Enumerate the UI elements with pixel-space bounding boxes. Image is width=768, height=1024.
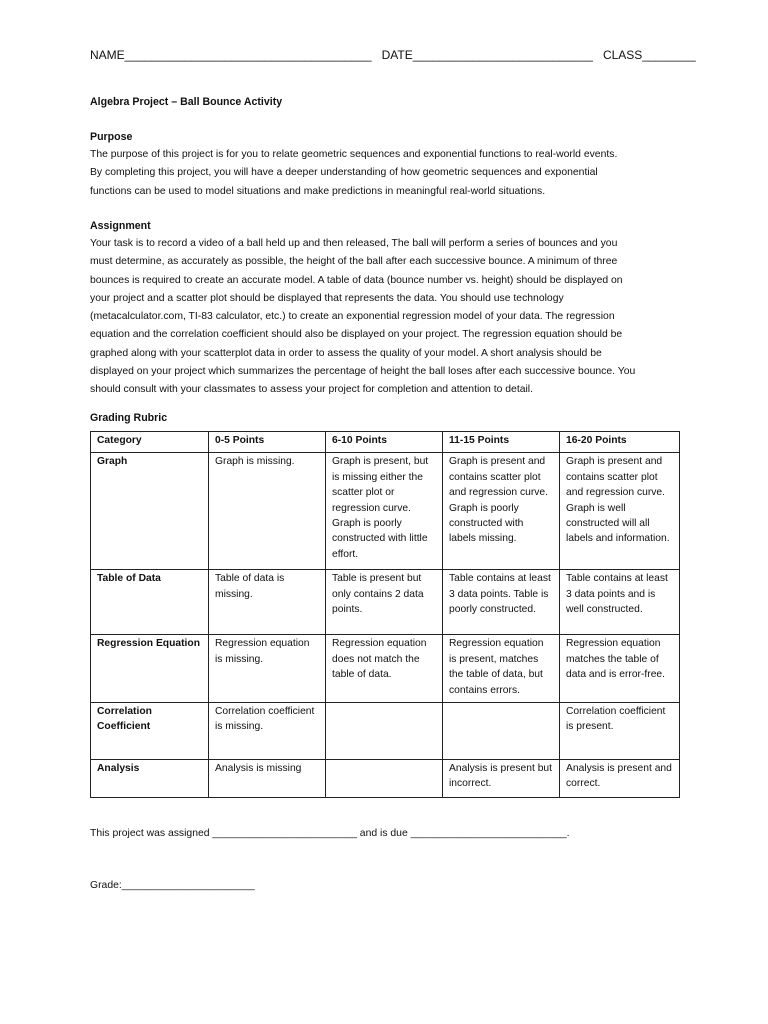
rubric-cell: Analysis is present but incorrect. [443,760,560,798]
rubric-cell [443,703,560,760]
rubric-cell [326,760,443,798]
rubric-cell: Regression equation matches the table of data and is error-free. [560,635,680,703]
rubric-cell: Analysis is missing [209,760,326,798]
rubric-cell: Table of data is missing. [209,570,326,635]
rubric-cell: Table is present but only contains 2 data points. [326,570,443,635]
rubric-heading: Grading Rubric [90,412,168,424]
grading-rubric-table [90,431,680,798]
date-field-label: DATE___________________________ [381,48,593,62]
rubric-cell: Regression equation is present, matches the table of data, but contains errors. [443,635,560,703]
assignment-line: should consult with your classmates to assess your project for completion and attention to detail. [90,384,533,396]
assignment-line: your project and a scatter plot should be displayed that represents the data. You should use technology [90,292,564,304]
header-fields [90,48,696,62]
rubric-cell: Graph is missing. [209,453,326,570]
rubric-cell: Regression equation does not match the table of data. [326,635,443,703]
rubric-cell [326,703,443,760]
rubric-row-table-of-data [91,570,680,635]
rubric-cell: Table contains at least 3 data points. Table is poorly constructed. [443,570,560,635]
purpose-line: The purpose of this project is for you to relate geometric sequences and exponential functions to real-world events. [90,149,618,160]
category-cell: Analysis [91,760,209,798]
assignment-line: displayed on your project which summarizes the percentage of height the ball loses after each successive bounce. You [90,366,636,378]
column-header: Category [91,432,209,453]
column-header: 11-15 Points [443,432,560,453]
assigned-due-line: This project was assigned _________________________ and is due ___________________________. [90,828,570,839]
assignment-line: equation and the correlation coefficient should also be displayed on your project. The regression equation should be [90,329,623,341]
assignment-heading: Assignment [90,220,151,232]
class-field-label: CLASS________ [602,48,696,62]
rubric-row-analysis [91,760,680,798]
rubric-cell: Graph is present and contains scatter plot and regression curve. Graph is poorly constructed with labels missing. [443,453,560,570]
assignment-line: Your task is to record a video of a ball held up and then released, The ball will perform a series of bounces and you [90,238,618,249]
rubric-cell: Correlation coefficient is missing. [209,703,326,760]
assignment-section [90,217,680,400]
column-header: 0-5 Points [209,432,326,453]
document-title: Algebra Project – Ball Bounce Activity [90,96,283,108]
rubric-row-regression-equation [91,635,680,703]
column-header: 6-10 Points [326,432,443,453]
rubric-cell: Analysis is present and correct. [560,760,680,798]
rubric-row-graph [91,453,680,570]
grade-line: Grade:_______________________ [90,880,255,891]
category-cell: Regression Equation [91,635,209,703]
purpose-heading: Purpose [90,131,133,143]
name-field-label: NAME_____________________________________ [90,48,372,62]
rubric-cell: Graph is present, but is missing either the scatter plot or regression curve. Graph is poorly constructed with little effort. [326,453,443,570]
rubric-cell: Graph is present and contains scatter plot and regression curve. Graph is well constructed will all labels and information. [560,453,680,570]
purpose-line: By completing this project, you will have a deeper understanding of how geometric sequences and exponential [90,167,598,179]
purpose-section [90,128,680,201]
assignment-line: (metacalculator.com, TI-83 calculator, etc.) to create an exponential regression model of your data. The regression [90,311,615,323]
rubric-cell: Regression equation is missing. [209,635,326,703]
column-header: 16-20 Points [560,432,680,453]
purpose-line: functions can be used to model situations and make predictions in meaningful real-world situations. [90,185,546,197]
category-cell: Graph [91,453,209,570]
assignment-line: bounces is required to create an accurate model. A table of data (bounce number vs. height) should be displayed on [90,274,623,286]
rubric-cell: Correlation coefficient is present. [560,703,680,760]
rubric-row-correlation-coefficient [91,703,680,760]
category-cell: Table of Data [91,570,209,635]
category-cell: Correlation Coefficient [91,703,209,760]
rubric-header-row [91,432,680,453]
assignment-line: graphed along with your scatterplot data in order to assess the quality of your model. A short analysis should be [90,347,602,359]
rubric-cell: Table contains at least 3 data points and is well constructed. [560,570,680,635]
assignment-line: must determine, as accurately as possible, the height of the ball after each successive bounce. A minimum of three [90,256,618,268]
